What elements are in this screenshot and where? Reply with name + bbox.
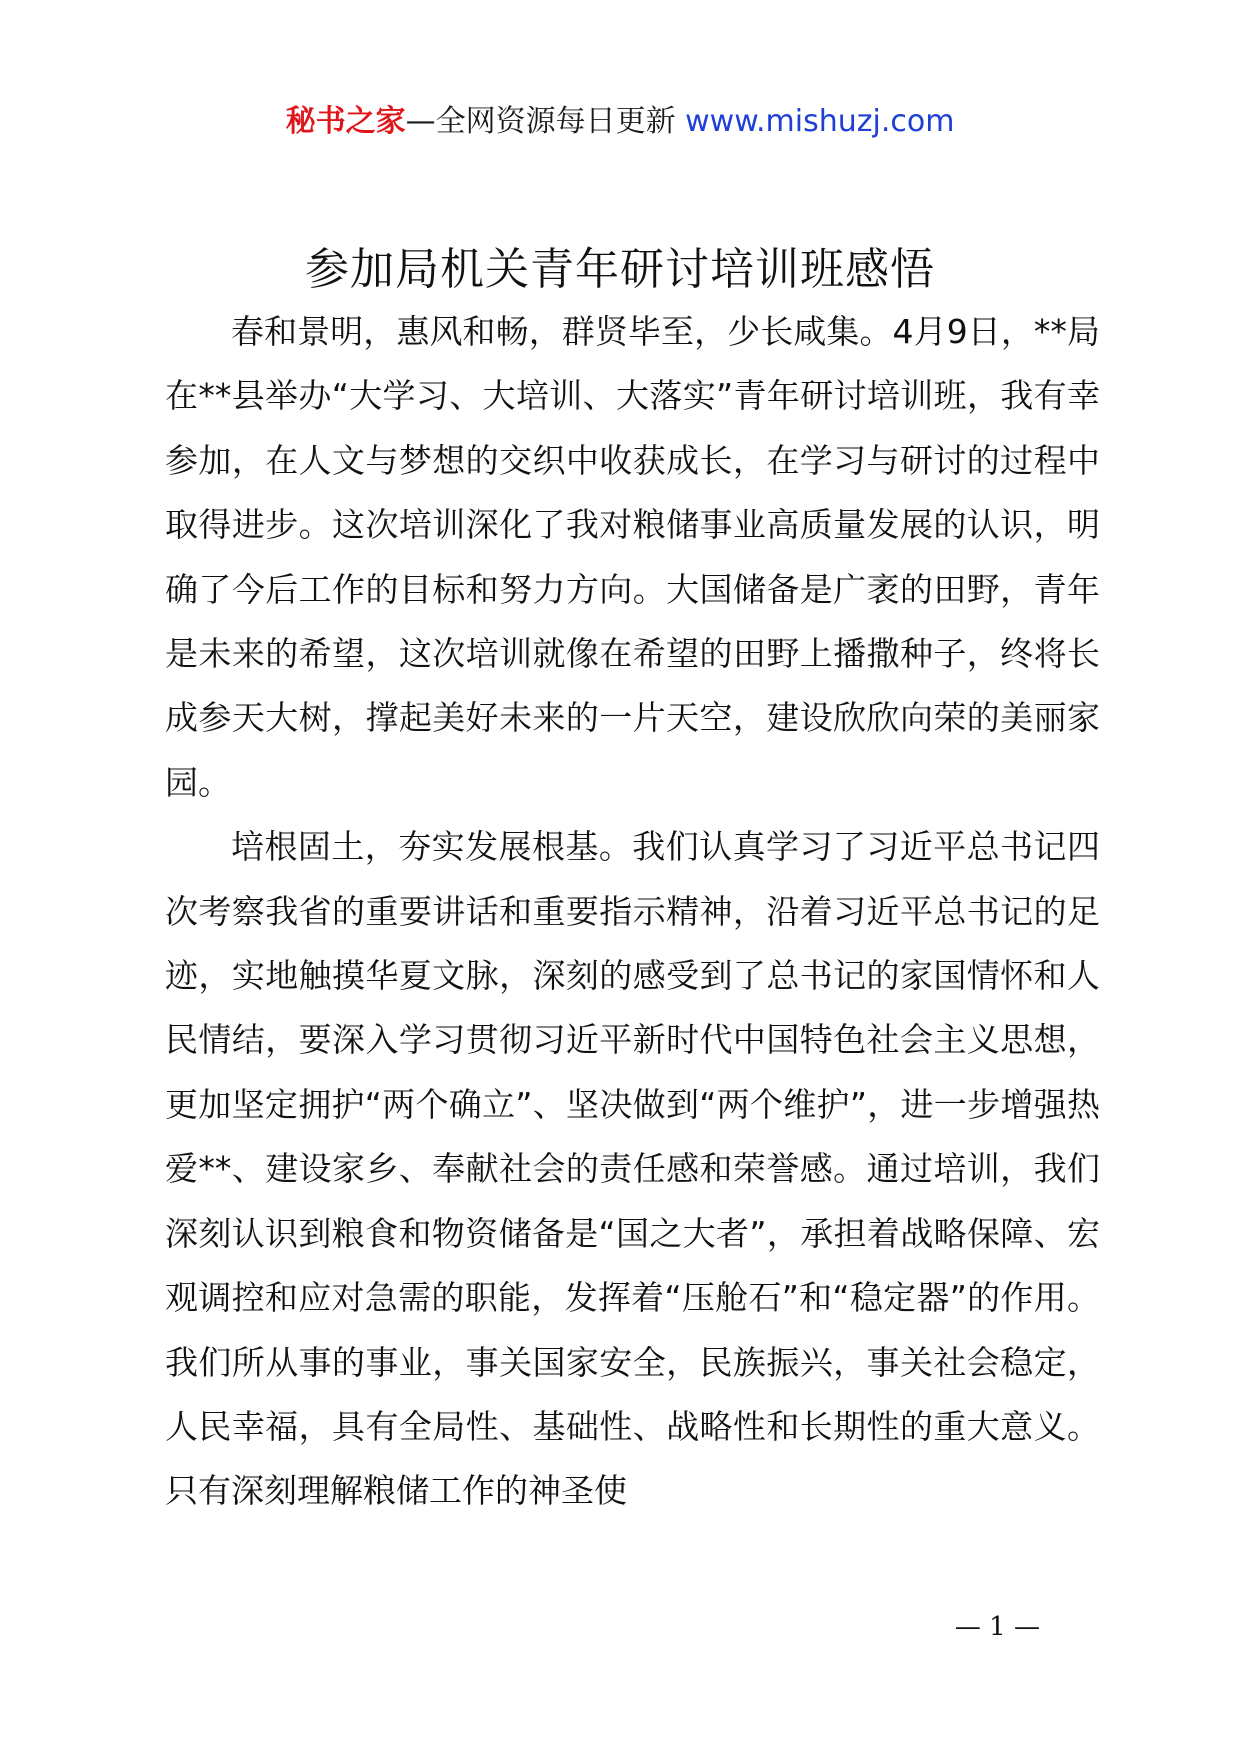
brand-name: 秘书之家 (285, 104, 406, 139)
site-header (0, 100, 1240, 144)
header-slogan: —全网资源每日更新 (405, 104, 676, 139)
document-title: 参加局机关青年研讨培训班感悟 (305, 244, 935, 295)
paragraph: 春和景明，惠风和畅，群贤毕至，少长咸集。4月9日，**局在**县举办“大学习、大培训、大落实”青年研讨培训班，我有幸参加，在人文与梦想的交织中收获成长，在学习与研讨的过程中取得进步。这次培训深化了我对粮储事业高质量发展的认识，明确了今后工作的目标和努力方向。大国储备是广袤的田野，青年是未来的希望，这次培训就像在希望的田野上播撒种子，终将长成参天大树，撑起美好未来的一片天空，建设欣欣向荣的美丽家园。 (165, 312, 1100, 802)
paragraph: 培根固土，夯实发展根基。我们认真学习了习近平总书记四次考察我省的重要讲话和重要指示精神，沿着习近平总书记的足迹，实地触摸华夏文脉，深刻的感受到了总书记的家国情怀和人民情结，要深入学习贯彻习近平新时代中国特色社会主义思想，更加坚定拥护“两个确立”、坚决做到“两个维护”，进一步增强热爱**、建设家乡、奉献社会的责任感和荣誉感。通过培训，我们深刻认识到粮食和物资储备是“国之大者”，承担着战略保障、宏观调控和应对急需的职能，发挥着“压舱石”和“稳定器”的作用。我们所从事的事业，事关国家安全，民族振兴，事关社会稳定，人民幸福，具有全局性、基础性、战略性和长期性的重大意义。只有深刻理解粮储工作的神圣使 (165, 827, 1100, 1511)
page-number: — 1 — (954, 1612, 1040, 1642)
site-url-link[interactable]: www.mishuzj.com (685, 104, 955, 139)
document-body (165, 300, 1100, 1524)
